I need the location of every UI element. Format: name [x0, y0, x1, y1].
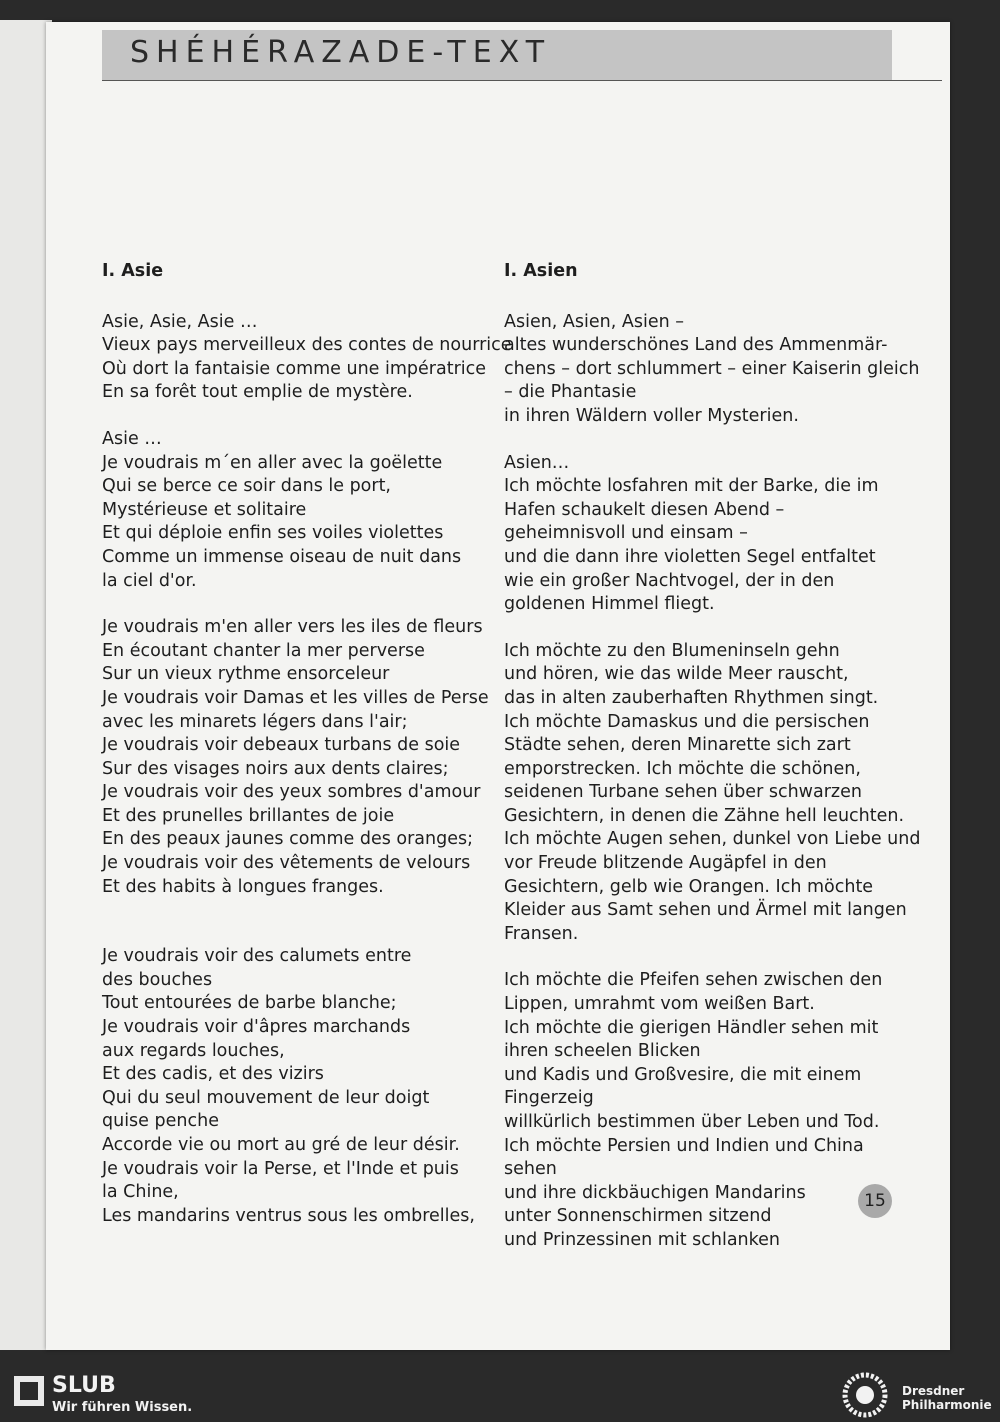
verse-line: Ich möchte die Pfeifen sehen zwischen den — [504, 970, 883, 991]
verse-line: Gesichtern, in denen die Zähne hell leuchten. — [504, 805, 905, 826]
verse-line: Ich möchte Persien und Indien und China — [504, 1135, 864, 1156]
philharmonie-logo-icon — [842, 1372, 888, 1418]
slub-logo-icon — [14, 1376, 44, 1406]
verse-line: Ich möchte die gierigen Händler sehen mit — [504, 1017, 879, 1038]
verse-line: Fingerzeig — [504, 1088, 594, 1109]
verse-line: Je voudrais voir d'âpres marchands — [102, 1017, 411, 1038]
verse-line: Je voudrais voir Damas et les villes de Perse — [102, 687, 489, 708]
verse-line: Les mandarins ventrus sous les ombrelles, — [102, 1205, 475, 1226]
verse-line: Sur un vieux rythme ensorceleur — [102, 664, 390, 685]
slub-tagline: Wir führen Wissen. — [52, 1400, 193, 1415]
verse-line: Je voudrais voir la Perse, et l'Inde et puis — [102, 1158, 459, 1179]
verse-line: Ich möchte Augen sehen, dunkel von Liebe und — [504, 829, 921, 850]
stanza-fr — [102, 945, 482, 1228]
verse-line: in ihren Wäldern voller Mysterien. — [504, 405, 799, 426]
verse-line: Et des prunelles brillantes de joie — [102, 805, 395, 826]
verse-line: und ihre dickbäuchigen Mandarins — [504, 1182, 806, 1203]
verse-line: En sa forêt tout emplie de mystère. — [102, 382, 413, 403]
verse-line: goldenen Himmel fliegt. — [504, 594, 715, 615]
german-column — [504, 260, 921, 1276]
stanza-de — [504, 311, 920, 429]
page-title: SHÉHÉRAZADE-TEXT — [130, 35, 552, 70]
verse-line: Asie, Asie, Asie … — [102, 311, 258, 332]
verse-line: En des peaux jaunes comme des oranges; — [102, 829, 474, 850]
verse-line: ihren scheelen Blicken — [504, 1041, 701, 1062]
verse-line: Lippen, umrahmt vom weißen Bart. — [504, 994, 815, 1015]
french-column — [102, 260, 512, 1251]
verse-line: Et qui déploie enfin ses voiles violettes — [102, 523, 444, 544]
verse-line: Städte sehen, deren Minarette sich zart — [504, 735, 851, 756]
verse-line: chens – dort schlummert – einer Kaiserin gleich — [504, 358, 920, 379]
verse-line: Je voudrais voir des calumets entre — [102, 946, 412, 967]
philharmonie-name-line1: Dresdner — [902, 1384, 965, 1398]
page-number-badge: 15 — [858, 1184, 892, 1218]
stanza-de — [504, 969, 896, 1252]
verse-line: Hafen schaukelt diesen Abend – — [504, 499, 785, 520]
stanzas-de — [504, 311, 921, 1253]
verse-line: das in alten zauberhaften Rhythmen singt. — [504, 687, 879, 708]
verse-line: willkürlich bestimmen über Leben und Tod. — [504, 1112, 880, 1132]
verse-line: Où dort la fantaisie comme une impératrice — [102, 358, 487, 379]
verse-line: avec les minarets légers dans l'air; — [102, 711, 408, 732]
verse-line: Asie … — [102, 428, 162, 449]
verse-line: Fransen. — [504, 923, 579, 944]
verse-line: wie ein großer Nachtvogel, der in den — [504, 570, 835, 591]
verse-line: des bouches — [102, 969, 213, 990]
verse-line: und die dann ihre violetten Segel entfaltet — [504, 546, 876, 567]
facing-page-edge — [0, 20, 52, 1350]
verse-line: Kleider aus Samt sehen und Ärmel mit langen — [504, 900, 907, 921]
verse-line: Je voudrais voir des yeux sombres d'amour — [102, 782, 481, 803]
verse-line: Comme un immense oiseau de nuit dans — [102, 546, 462, 567]
verse-line: und hören, wie das wilde Meer rauscht, — [504, 664, 849, 685]
verse-line: Asien, Asien, Asien – — [504, 311, 684, 332]
verse-line: emporstrecken. Ich möchte die schönen, — [504, 758, 861, 779]
verse-line: Je voudrais voir debeaux turbans de soie — [102, 735, 461, 756]
verse-line: Gesichtern, gelb wie Orangen. Ich möchte — [504, 876, 874, 897]
verse-line: Je voudrais m'en aller vers les iles de fleurs — [102, 617, 483, 638]
verse-line: Mystérieuse et solitaire — [102, 499, 307, 520]
verse-line: quise penche — [102, 1111, 219, 1132]
stanza-fr — [102, 616, 489, 899]
philharmonie-name-line2: Philharmonie — [902, 1398, 992, 1412]
slub-name: SLUB — [52, 1373, 116, 1398]
verse-line: Et des habits à longues franges. — [102, 876, 384, 897]
verse-line: Je voudrais m´en aller avec la goëlette — [102, 452, 443, 473]
verse-line: seidenen Turbane sehen über schwarzen — [504, 782, 862, 803]
verse-line: altes wunderschönes Land des Ammenmär- — [504, 335, 888, 356]
verse-line: Et des cadis, et des vizirs — [102, 1064, 324, 1085]
stanza-fr — [102, 428, 482, 593]
stanza-de — [504, 452, 896, 617]
verse-line: Qui du seul mouvement de leur doigt — [102, 1087, 430, 1108]
verse-line: Je voudrais voir des vêtements de velours — [102, 853, 471, 874]
verse-line: und Kadis und Großvesire, die mit einem — [504, 1064, 862, 1085]
philharmonie-name — [902, 1384, 992, 1412]
verse-line: la Chine, — [102, 1182, 179, 1203]
document-page — [46, 22, 950, 1350]
verse-line: la ciel d'or. — [102, 570, 197, 591]
verse-line: Ich möchte losfahren mit der Barke, die im — [504, 476, 879, 497]
stanza-de — [504, 640, 921, 947]
verse-line: Ich möchte Damaskus und die persischen — [504, 711, 870, 732]
stanza-fr — [102, 311, 512, 405]
verse-line: Qui se berce ce soir dans le port, — [102, 476, 391, 497]
verse-line: En écoutant chanter la mer perverse — [102, 640, 425, 661]
verse-line: Ich möchte zu den Blumeninseln gehn — [504, 640, 840, 661]
stanzas-fr — [102, 311, 512, 1229]
verse-line: Tout entourées de barbe blanche; — [102, 993, 397, 1014]
verse-line: vor Freude blitzende Augäpfel in den — [504, 853, 827, 874]
verse-line: und Prinzessinen mit schlanken — [504, 1229, 781, 1250]
section-heading-de: I. Asien — [504, 261, 578, 281]
verse-line: Sur des visages noirs aux dents claires; — [102, 758, 449, 779]
verse-line: Accorde vie ou mort au gré de leur désir. — [102, 1135, 460, 1155]
verse-line: Vieux pays merveilleux des contes de nourrice — [102, 335, 512, 356]
verse-line: Asien… — [504, 452, 570, 473]
section-heading-fr: I. Asie — [102, 261, 164, 281]
verse-line: geheimnisvoll und einsam – — [504, 523, 748, 544]
verse-line: aux regards louches, — [102, 1040, 285, 1061]
verse-line: unter Sonnenschirmen sitzend — [504, 1206, 772, 1227]
verse-line: sehen — [504, 1159, 557, 1180]
verse-line: – die Phantasie — [504, 382, 637, 403]
header-rule — [102, 80, 942, 81]
